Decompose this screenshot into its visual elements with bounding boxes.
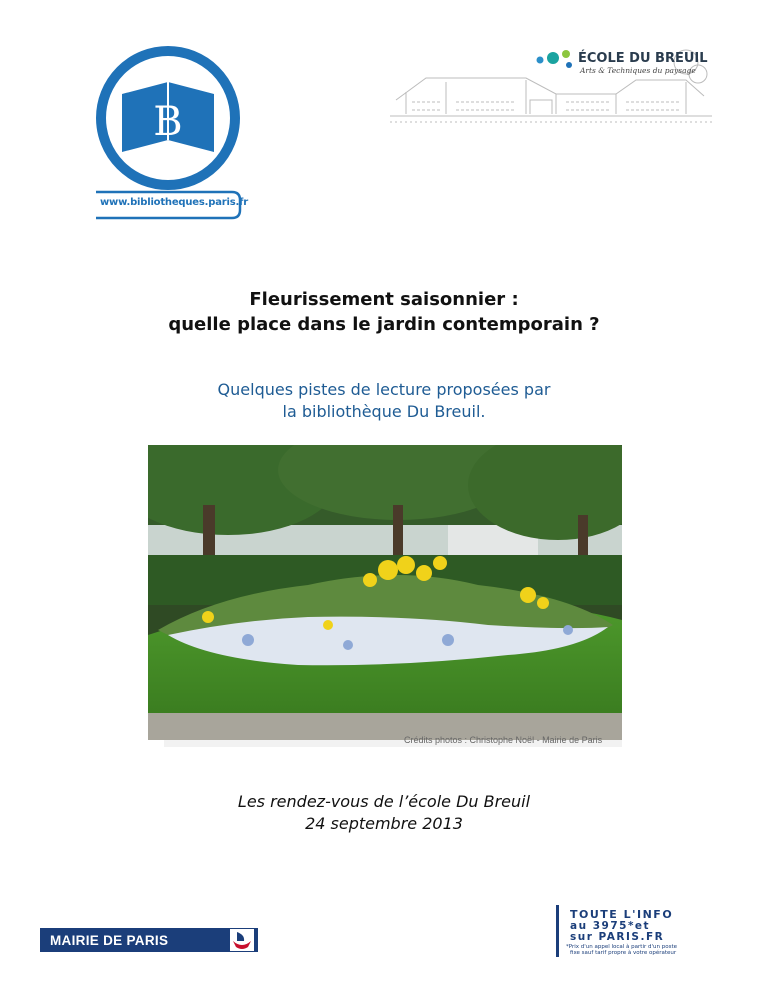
school-tagline: Arts & Techniques du paysage xyxy=(580,66,696,75)
mairie-de-paris-label: MAIRIE DE PARIS xyxy=(50,933,169,948)
photo-credits: Crédits photos : Christophe Noël - Mairie de Paris xyxy=(404,735,603,745)
ecole-dot-4 xyxy=(566,62,572,68)
event-line-1: Les rendez-vous de l’école Du Breuil xyxy=(237,792,531,811)
subtitle-line-1: Quelques pistes de lecture proposées par xyxy=(217,380,551,399)
logo-letter: B xyxy=(153,99,183,145)
info-line-2: au 3975*et xyxy=(570,920,651,932)
ecole-dot-2 xyxy=(547,52,559,64)
title-line-2: quelle place dans le jardin contemporain ? xyxy=(168,314,600,335)
library-url: www.bibliotheques.paris.fr xyxy=(100,197,248,208)
info-line-1: TOUTE L'INFO xyxy=(570,908,674,921)
ecole-dot-3 xyxy=(562,50,570,58)
paris-ship-icon xyxy=(230,929,254,951)
info-footnote-1: *Prix d'un appel local à partir d'un poste xyxy=(566,944,677,950)
title-line-1: Fleurissement saisonnier : xyxy=(249,289,519,310)
event-info xyxy=(0,791,768,835)
school-name: ÉCOLE DU BREUIL xyxy=(578,51,708,66)
info-line-3: sur PARIS.FR xyxy=(570,931,665,943)
event-date: 24 septembre 2013 xyxy=(305,814,463,833)
info-footnote-2: fixe sauf tarif propre à votre opérateur xyxy=(570,950,677,956)
subtitle-line-2: la bibliothèque Du Breuil. xyxy=(282,402,486,421)
garden-photo xyxy=(148,445,622,740)
document-title xyxy=(0,287,768,337)
document-subtitle xyxy=(0,379,768,423)
ecole-dot-1 xyxy=(537,57,544,64)
info-divider xyxy=(556,905,559,957)
